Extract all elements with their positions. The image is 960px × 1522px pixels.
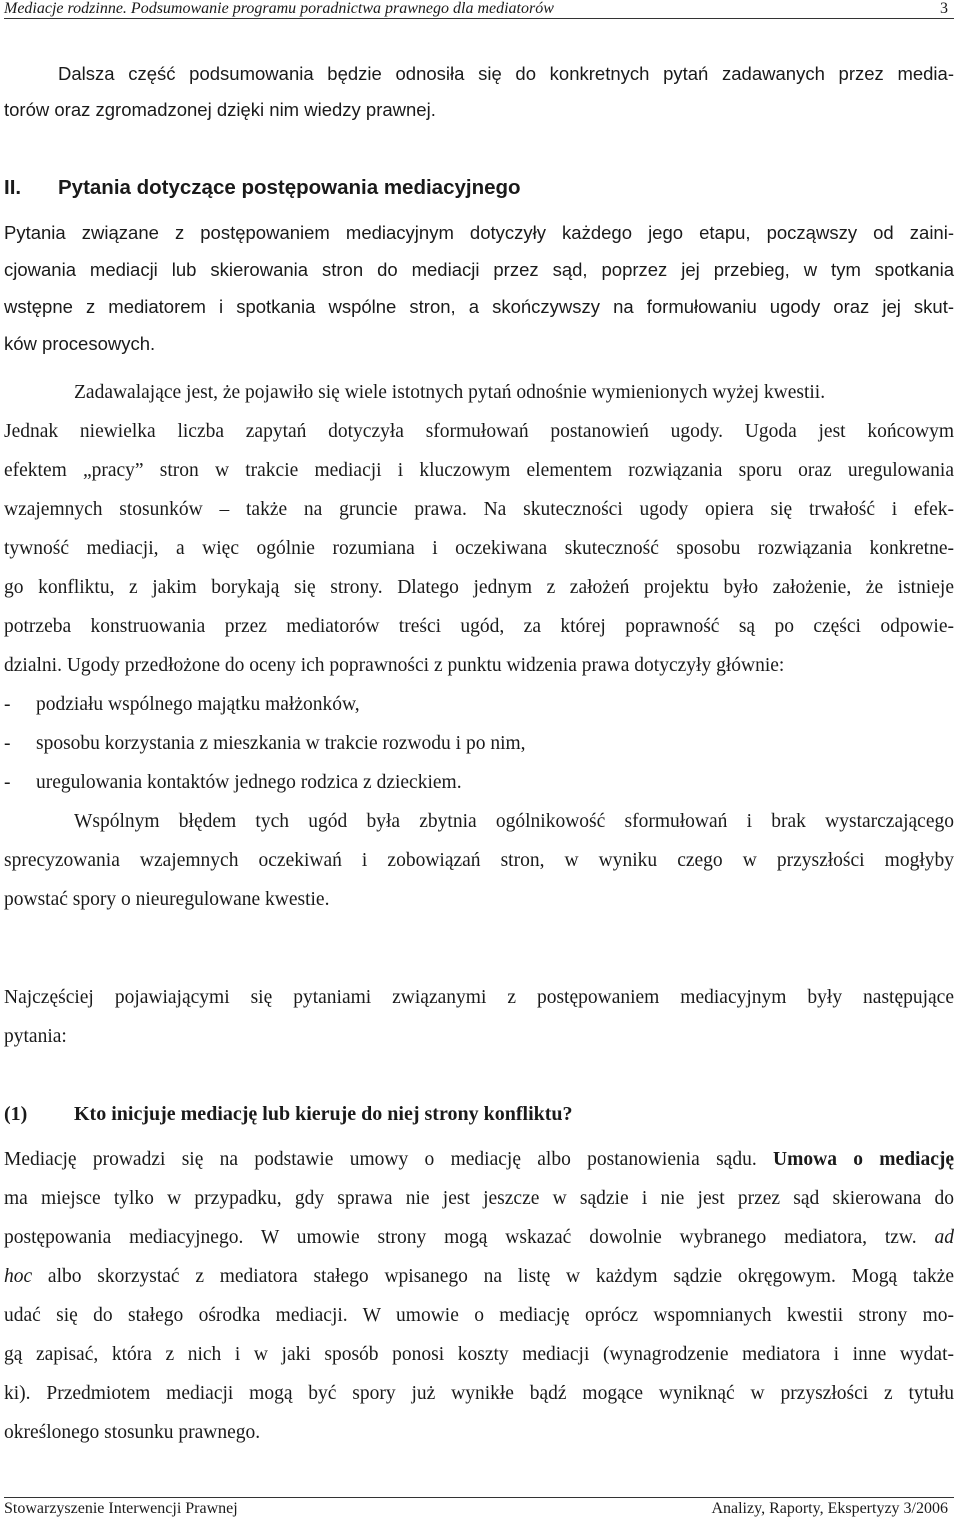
body-line: dzialni. Ugody przedłożone do oceny ich poprawności z punktu widzenia prawa dotyczyły głównie:: [4, 655, 785, 676]
page-footer: [4, 1497, 954, 1520]
section-number: II.: [4, 176, 22, 199]
section-title: Pytania dotyczące postępowania mediacyjnego: [58, 176, 521, 199]
section-paragraph: [4, 214, 954, 362]
questions-intro-line: pytania:: [4, 1026, 67, 1047]
questions-intro-line: Najczęściej pojawiającymi się pytaniami związanymi z postępowaniem mediacyjnym były następujące: [4, 987, 954, 1008]
answer-text: postępowania mediacyjnego. W umowie strony mogą wskazać dowolnie wybranego mediatora, tzw.: [4, 1227, 917, 1248]
answer-line: gą zapisać, która z nich i w jaki sposób ponosi koszty mediacji (wynagrodzenie mediatora i inne wydat-: [4, 1344, 954, 1365]
body-line: potrzeba konstruowania przez mediatorów treści ugód, za której poprawność są po części odpowie-: [4, 616, 954, 637]
page-number: 3: [940, 0, 948, 17]
list-item: - sposobu korzystania z mieszkania w trakcie rozwodu i po nim,: [4, 724, 954, 763]
body-line: tywność mediacji, a więc ogólnie rozumiana i oczekiwana skuteczność sposobu rozwiązania konkretne-: [4, 538, 954, 559]
body-line: Wspólnym błędem tych ugód była zbytnia ogólnikowość sformułowań i brak wystarczającego: [74, 811, 954, 832]
answer-line: udać się do stałego ośrodka mediacji. W umowie o mediację oprócz wspomnianych kwestii strony mo-: [4, 1305, 954, 1326]
answer-line: ma miejsce tylko w przypadku, gdy sprawa nie jest jeszcze w sądzie i nie jest przez sąd skierowana do: [4, 1188, 954, 1209]
body-line: efektem „pracy” stron w trakcie mediacji i kluczowym elementem rozwiązania sporu oraz uregulowania: [4, 460, 954, 481]
answer-line: ki). Przedmiotem mediacji mogą być spory już wynikłe bądź mogące wyniknąć w przyszłości z tytułu: [4, 1383, 954, 1404]
question-heading: [4, 1103, 954, 1126]
list-item: - podziału wspólnego majątku małżonków,: [4, 685, 954, 724]
body-line: sprecyzowania wzajemnych oczekiwań i zobowiązań stron, w wyniku czego w przyszłości mogłyby: [4, 850, 954, 871]
body-line: Jednak niewielka liczba zapytań dotyczyła sformułowań postanowień ugody. Ugoda jest końcowym: [4, 421, 954, 442]
page-header: [4, 0, 954, 19]
body-line: powstać spory o nieuregulowane kwestie.: [4, 889, 330, 910]
footer-series: Analizy, Raporty, Ekspertyzy 3/2006: [711, 1500, 948, 1517]
paragraph-line: ków procesowych.: [4, 333, 156, 354]
answer-text: albo skorzystać z mediatora stałego wpisanego na listę w każdym sądzie okręgowym. Mogą także: [47, 1266, 954, 1287]
section-heading: [4, 176, 954, 200]
body-line: wzajemnych stosunków – także na gruncie prawa. Na skuteczności ugody opiera się trwałość i efek-: [4, 499, 954, 520]
answer-italic-text: hoc: [4, 1266, 33, 1287]
paragraph-line: wstępne z mediatorem i spotkania wspólne stron, a skończywszy na formułowaniu ugody oraz jej skut-: [4, 296, 954, 317]
question-answer: [4, 1140, 954, 1452]
questions-intro: [4, 978, 954, 1056]
running-title: Mediacje rodzinne. Podsumowanie programu poradnictwa prawnego dla mediatorów: [4, 0, 554, 17]
answer-line: [4, 1140, 954, 1179]
answer-line: określonego stosunku prawnego.: [4, 1422, 261, 1443]
body-line: go konfliktu, z jakim borykają się strony. Dlatego jednym z założeń projektu było założenie, że istnieje: [4, 577, 954, 598]
footer-publisher: Stowarzyszenie Interwencji Prawnej: [4, 1500, 238, 1517]
paragraph-line: Pytania związane z postępowaniem mediacyjnym dotyczyły każdego jego etapu, począwszy od zaini-: [4, 222, 954, 243]
answer-bold-text: Umowa o mediację: [773, 1149, 955, 1170]
answer-text: Mediację prowadzi się na podstawie umowy o mediację albo postanowienia sądu.: [4, 1149, 757, 1170]
answer-line: [4, 1218, 954, 1257]
intro-line: torów oraz zgromadzonej dzięki nim wiedzy prawnej.: [4, 99, 436, 120]
answer-line: [4, 1257, 954, 1296]
intro-paragraph: [4, 56, 954, 128]
paragraph-line: cjowania mediacji lub skierowania stron do mediacji przez sąd, poprzez jej przebieg, w tym spotkania: [4, 259, 954, 280]
intro-line: Dalsza część podsumowania będzie odnosiła się do konkretnych pytań zadawanych przez media-: [58, 63, 954, 84]
ugody-list: [4, 685, 954, 802]
question-title: Kto inicjuje mediację lub kieruje do niej strony konfliktu?: [74, 1103, 573, 1125]
body-line: Zadawalające jest, że pojawiło się wiele istotnych pytań odnośnie wymienionych wyżej kwestii.: [74, 382, 826, 403]
body-paragraph: [4, 373, 954, 919]
answer-italic-text: ad: [934, 1227, 954, 1248]
list-item: - uregulowania kontaktów jednego rodzica z dzieckiem.: [4, 763, 954, 802]
question-number: (1): [4, 1103, 28, 1125]
